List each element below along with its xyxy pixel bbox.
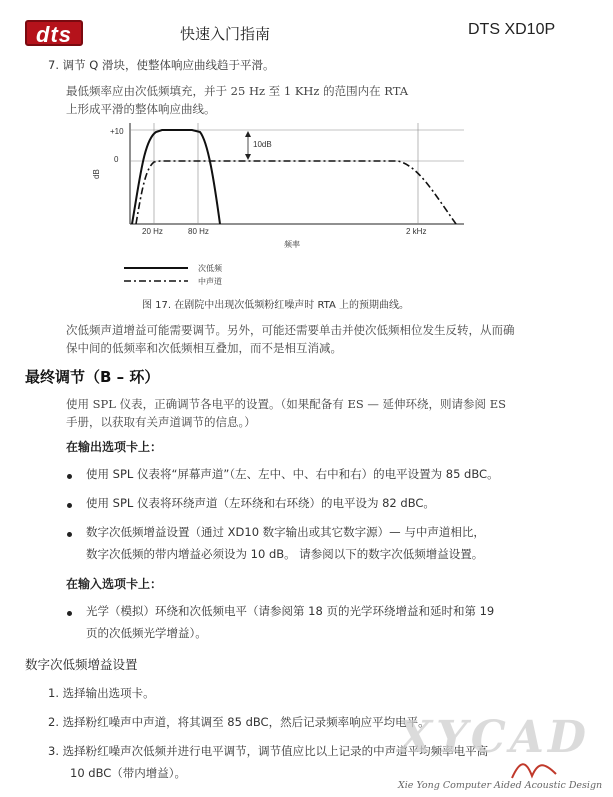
chart-ytick-zero: 0 <box>114 155 119 164</box>
chart-xtick-2khz: 2 kHz <box>406 227 427 236</box>
chart-annotation-10db: 10dB <box>253 140 272 149</box>
watermark-brand: XYCAD <box>398 712 591 763</box>
output-bullet-1: 使用 SPL 仪表将“屏幕声道”（左、左中、中、右中和右）的电平设置为 85 dBC。 <box>86 467 499 481</box>
step-7-text: 7. 调节 Q 滑块，使整体响应曲线趋于平滑。 <box>48 58 275 72</box>
digital-sub-step-1: 1. 选择输出选项卡。 <box>48 686 155 700</box>
header-model: DTS XD10P <box>468 21 556 38</box>
bullet-dot <box>67 503 72 508</box>
series-center-curve <box>136 161 456 224</box>
after-fig-line-2: 保中间的低频率和次低频相互叠加，而不是相互消减。 <box>66 341 342 355</box>
output-bullet-3-line-1: 数字次低频增益设置（通过 XD10 数字输出或其它数字源）— 与中声道相比， <box>86 525 485 539</box>
step-7-para-line-2: 上形成平滑的整体响应曲线。 <box>66 102 216 116</box>
chart-xtick-20hz: 20 Hz <box>142 227 163 236</box>
output-tab-heading: 在输出选项卡上： <box>66 440 163 454</box>
chart-ytick-plus10: +10 <box>110 127 124 136</box>
input-tab-heading: 在输入选项卡上： <box>66 577 163 591</box>
digital-sub-step-2: 2. 选择粉红噪声中声道，将其调至 85 dBC，然后记录频率响应平均电平。 <box>48 715 430 729</box>
db-arrow-head-down <box>245 154 251 160</box>
bullet-dot <box>67 474 72 479</box>
db-arrow-head-up <box>245 131 251 137</box>
output-bullet-3-line-2: 数字次低频的带内增益必须设为 10 dB。 请参阅以下的数字次低频增益设置。 <box>86 547 484 561</box>
digital-sub-step-3-line-1: 3. 选择粉红噪声次低频并进行电平调节，调节值应比以上记录的中声道平均频率电平高 <box>48 744 489 758</box>
input-bullet-1-line-1: 光学（模拟）环绕和次低频电平（请参阅第 18 页的光学环绕增益和延时和第 19 <box>86 604 495 618</box>
chart-xlabel: 频率 <box>284 240 300 249</box>
section-final-heading: 最终调节（B – 环） <box>25 368 160 386</box>
chart-ylabel: dB <box>92 169 101 179</box>
section-final-line-1: 使用 SPL 仪表，正确调节各电平的设置。（如果配备有 ES — 延伸环绕，则请参阅 ES <box>66 397 506 411</box>
legend-center-label: 中声道 <box>198 277 222 286</box>
after-fig-line-1: 次低频声道增益可能需要调节。另外，可能还需要单击并使次低频相位发生反转，从而确 <box>66 323 515 337</box>
chart-xtick-80hz: 80 Hz <box>188 227 209 236</box>
digital-sub-step-3-line-2: 10 dBC（带内增益）。 <box>70 766 187 780</box>
step-7-para-line-1: 最低频率应由次低频填充，并于 25 Hz 至 1 KHz 的范围内在 RTA <box>66 84 409 98</box>
header-title: 快速入门指南 <box>180 25 271 43</box>
watermark-wave-icon <box>510 756 560 782</box>
section-final-line-2: 手册，以获取有关声道调节的信息。） <box>66 415 256 429</box>
figure-caption: 图 17. 在剧院中出现次低频粉红噪声时 RTA 上的预期曲线。 <box>142 300 410 311</box>
rta-chart <box>88 118 488 296</box>
output-bullet-2: 使用 SPL 仪表将环绕声道（左环绕和右环绕）的电平设为 82 dBC。 <box>86 496 435 510</box>
input-bullet-1-line-2: 页的次低频光学增益）。 <box>86 626 207 640</box>
bullet-dot <box>67 611 72 616</box>
digital-sub-heading: 数字次低频增益设置 <box>25 657 138 672</box>
bullet-dot <box>67 532 72 537</box>
legend-sub-label: 次低频 <box>198 264 222 273</box>
watermark-tagline: Xie Yong Computer Aided Acoustic Design <box>398 780 603 791</box>
dts-logo: dts <box>25 20 83 46</box>
